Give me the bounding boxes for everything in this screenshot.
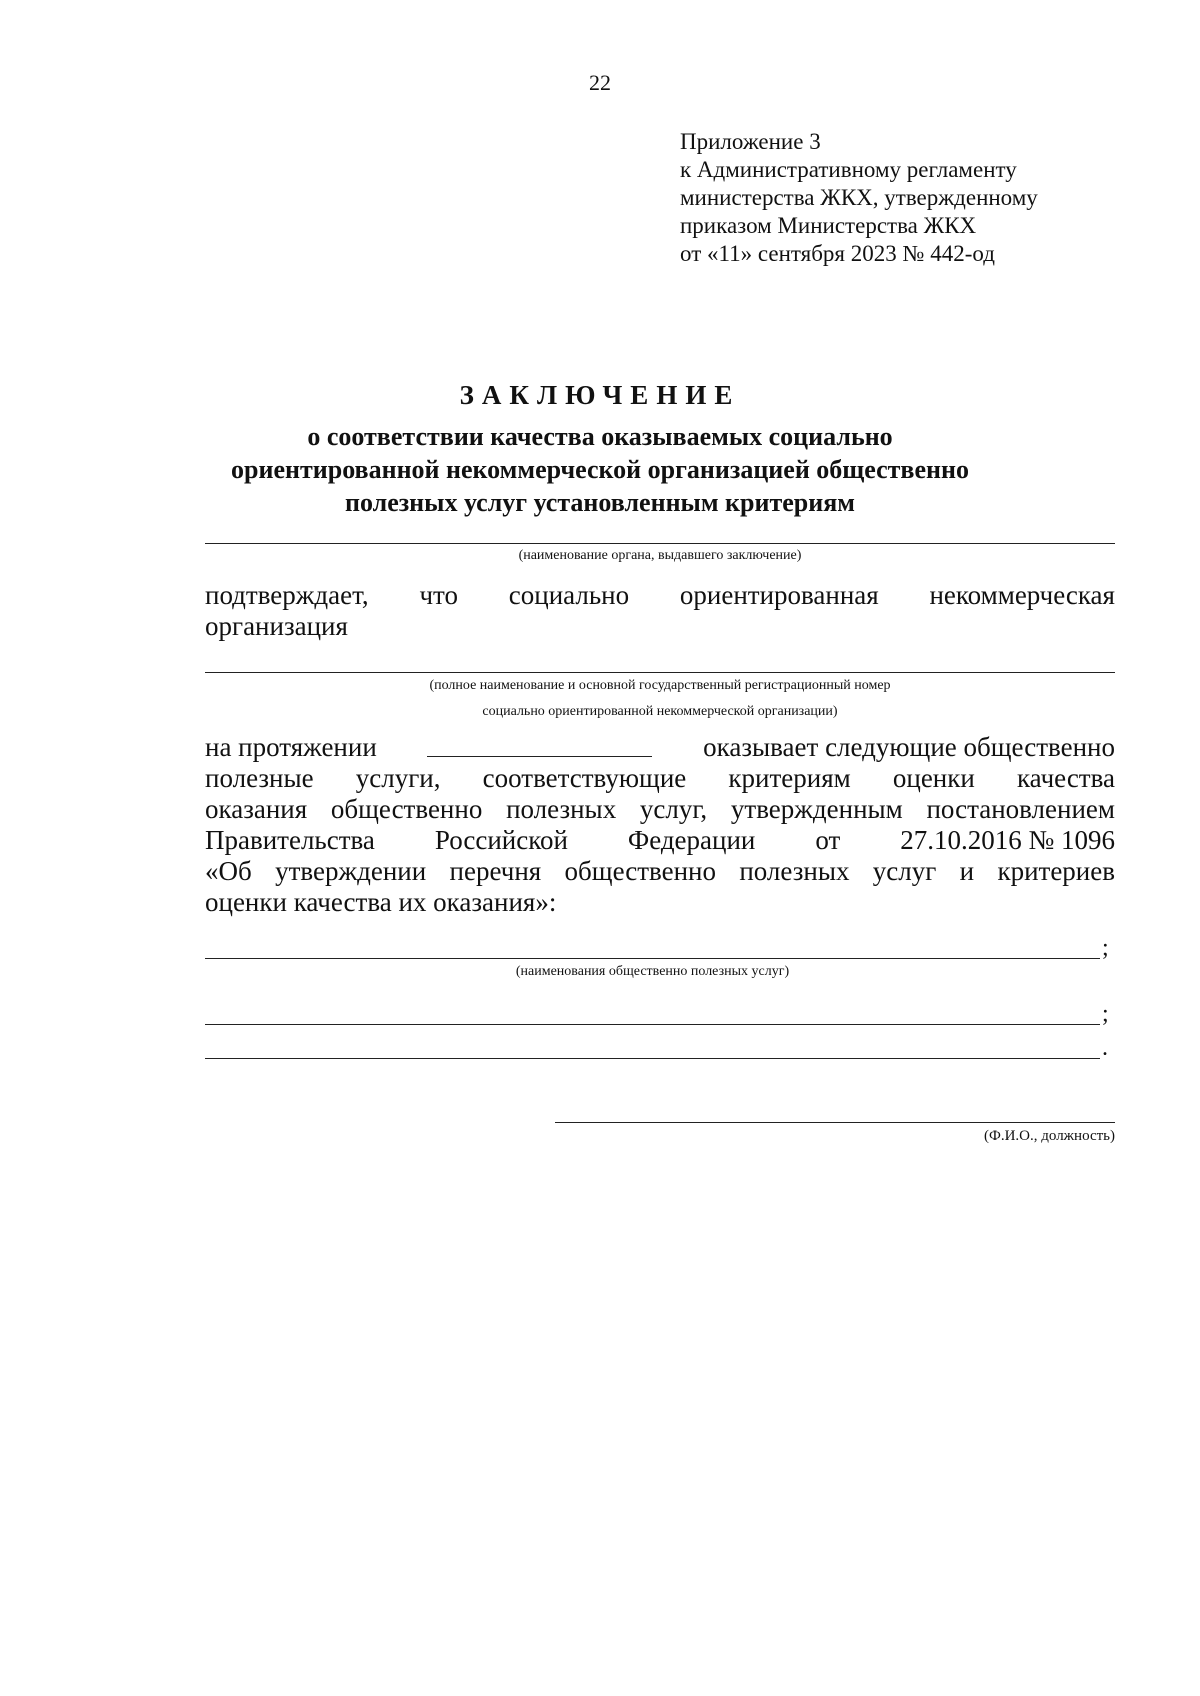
word: услуг bbox=[872, 856, 937, 886]
signature-fill-line bbox=[555, 1122, 1115, 1123]
page-number: 22 bbox=[589, 70, 611, 95]
word: и bbox=[959, 856, 975, 886]
word: общественно bbox=[564, 856, 716, 886]
issuer-fill-line bbox=[205, 543, 1115, 544]
word: общественно bbox=[330, 794, 483, 824]
subtitle-line: ориентированной некоммерческой организацией общественно bbox=[231, 455, 969, 484]
appendix-line: от «11» сентября 2023 № 442-од bbox=[680, 241, 995, 266]
word: постановлением bbox=[926, 794, 1115, 824]
word: критериям bbox=[728, 763, 851, 793]
word: что bbox=[419, 580, 458, 610]
word: некоммерческая bbox=[929, 580, 1115, 610]
word: утвержденным bbox=[730, 794, 903, 824]
word: Российской bbox=[434, 825, 568, 855]
appendix-line: Приложение 3 bbox=[680, 129, 821, 154]
appendix-line: министерства ЖКХ, утвержденному bbox=[680, 185, 1038, 210]
confirm-paragraph bbox=[205, 580, 1115, 642]
word: Правительства bbox=[205, 825, 375, 855]
organization-fill-line bbox=[205, 672, 1115, 673]
word: критериев bbox=[997, 856, 1115, 886]
paragraph-line-2 bbox=[205, 763, 1115, 794]
document-subtitle bbox=[150, 420, 1050, 519]
organization-caption-1: (полное наименование и основной государственный регистрационный номер bbox=[429, 678, 891, 693]
services-fill-line-2 bbox=[205, 1024, 1100, 1025]
word: услуг, bbox=[639, 794, 708, 824]
word: соответствующие bbox=[482, 763, 687, 793]
period-mark: . bbox=[1102, 1035, 1108, 1061]
subtitle-line: полезных услуг установленным критериям bbox=[344, 488, 856, 517]
services-fill-line-3 bbox=[205, 1058, 1100, 1059]
word: Федерации bbox=[627, 825, 756, 855]
word: подтверждает, bbox=[205, 580, 369, 610]
word: оказания bbox=[205, 794, 308, 824]
word: социально bbox=[508, 580, 630, 610]
period-prefix: на протяжении bbox=[205, 732, 377, 762]
word: утверждении bbox=[275, 856, 427, 886]
services-caption: (наименования общественно полезных услуг) bbox=[515, 964, 790, 979]
paragraph-line-4 bbox=[205, 825, 1115, 856]
paragraph-line-5 bbox=[205, 856, 1115, 887]
paragraph-line-6: оценки качества их оказания»: bbox=[205, 887, 557, 917]
word: от bbox=[815, 825, 841, 855]
word: качества bbox=[1016, 763, 1115, 793]
services-paragraph bbox=[205, 732, 1115, 918]
confirm-line-1 bbox=[205, 580, 1115, 611]
document-title: ЗАКЛЮЧЕНИЕ bbox=[459, 380, 741, 410]
signature-caption: (Ф.И.О., должность) bbox=[984, 1128, 1115, 1144]
semicolon-mark: ; bbox=[1102, 935, 1109, 961]
word: полезных bbox=[739, 856, 850, 886]
paragraph-line-3 bbox=[205, 794, 1115, 825]
word: услуги, bbox=[355, 763, 441, 793]
word: полезные bbox=[205, 763, 314, 793]
period-suffix: оказывает следующие общественно bbox=[703, 732, 1115, 762]
appendix-line: к Административному регламенту bbox=[680, 157, 1017, 182]
word: «Об bbox=[205, 856, 252, 886]
word: 27.10.2016 № 1096 bbox=[900, 825, 1115, 855]
paragraph-line-1 bbox=[205, 732, 1115, 763]
appendix-block bbox=[680, 128, 1140, 268]
word: перечня bbox=[449, 856, 542, 886]
organization-caption-2: социально ориентированной некоммерческой организации) bbox=[482, 704, 838, 719]
appendix-line: приказом Министерства ЖКХ bbox=[680, 213, 977, 238]
subtitle-line: о соответствии качества оказываемых социально bbox=[307, 422, 893, 451]
confirm-line-2: организация bbox=[205, 611, 348, 641]
word: оценки bbox=[892, 763, 975, 793]
semicolon-mark: ; bbox=[1102, 1001, 1109, 1027]
issuer-caption: (наименование органа, выдавшего заключение) bbox=[518, 548, 802, 563]
period-blank bbox=[427, 732, 652, 757]
word: полезных bbox=[506, 794, 617, 824]
services-fill-line-1 bbox=[205, 958, 1100, 959]
word: ориентированная bbox=[679, 580, 879, 610]
